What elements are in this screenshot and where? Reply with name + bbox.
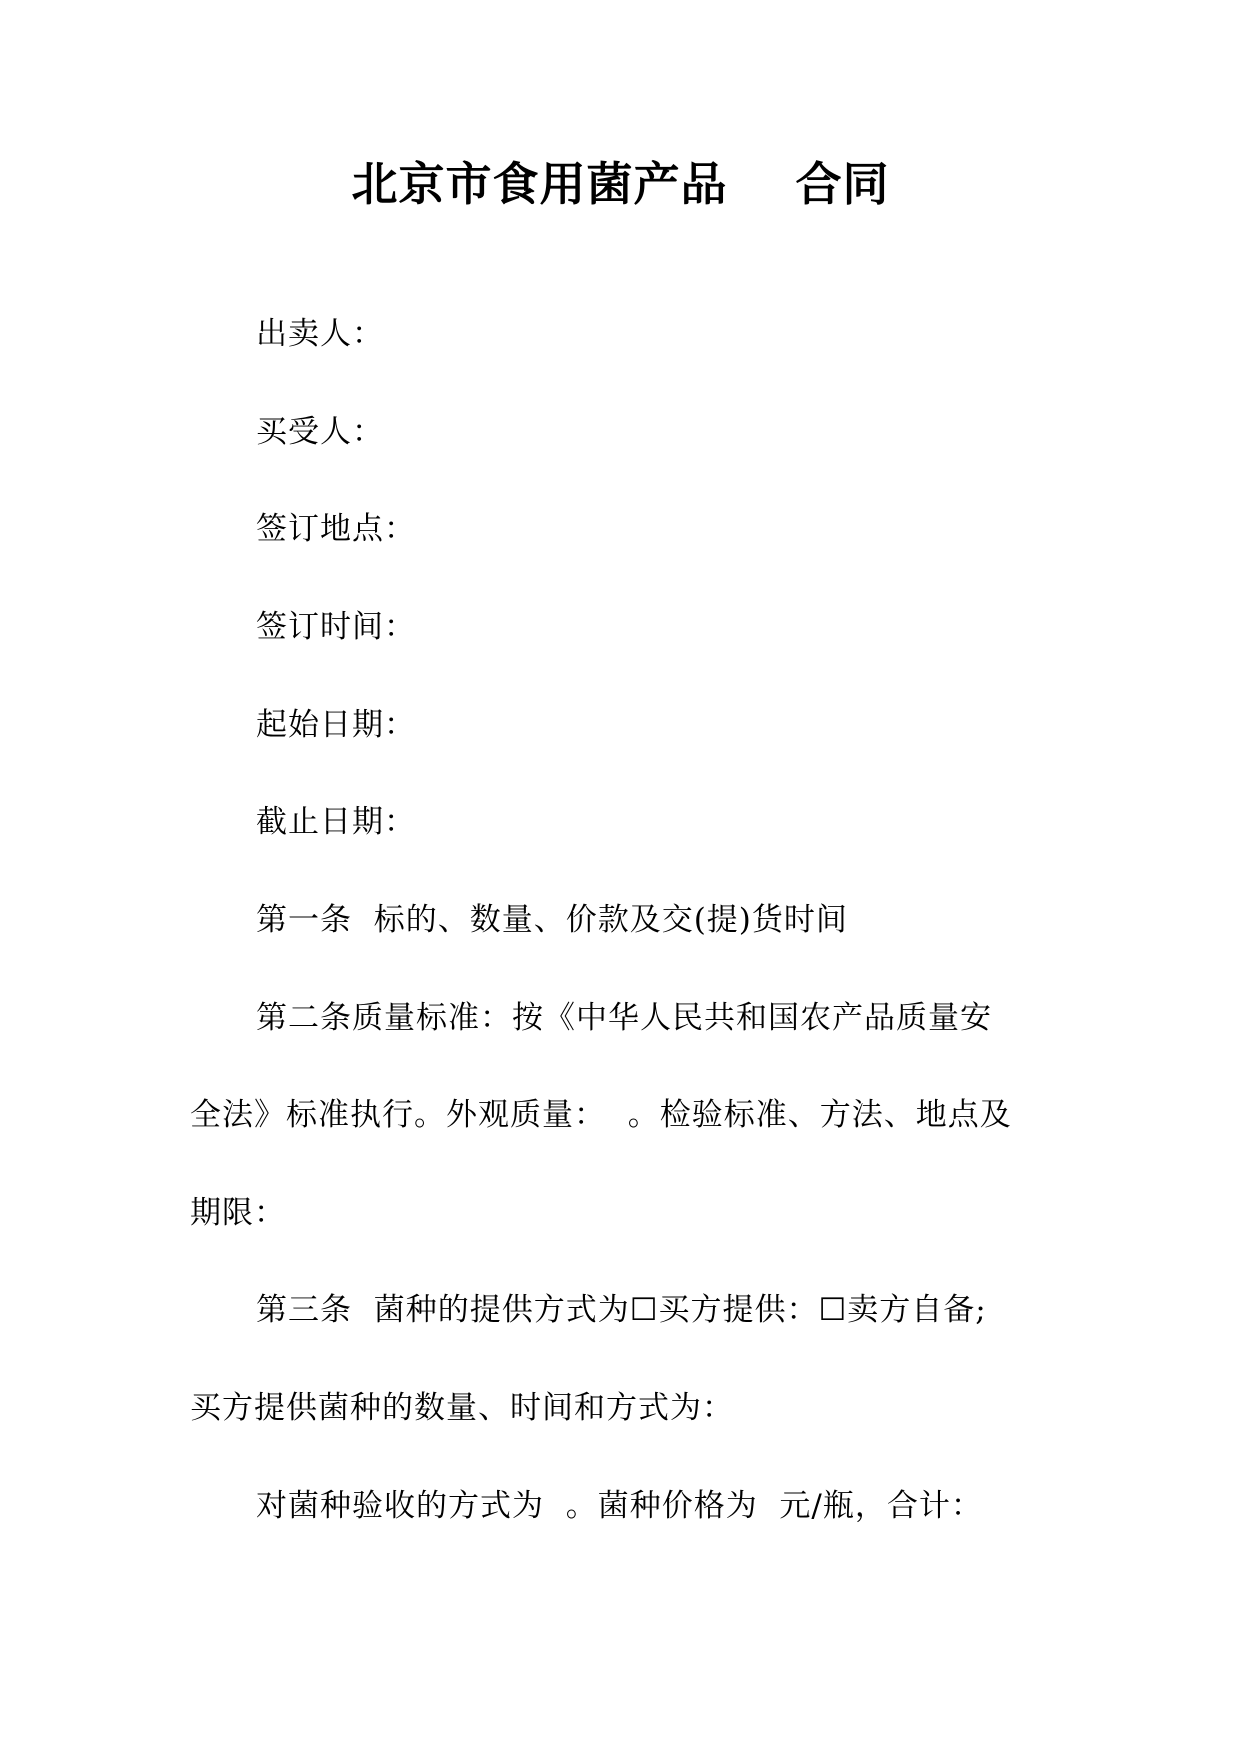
clause-3-line-1: 第三条 菌种的提供方式为☐买方提供：☐卖方自备; (256, 1292, 987, 1328)
clause-3-line-3: 对菌种验收的方式为 。菌种价格为 元/瓶，合计： (256, 1488, 983, 1524)
seller-field: 出卖人： (256, 316, 384, 352)
document-title: 北京市食用菌产品 合同 (351, 157, 890, 211)
sign-place-field: 签订地点： (256, 511, 416, 547)
clause-2-line-3: 期限： (190, 1195, 286, 1231)
clause-2-line-2: 全法》标准执行。外观质量： 。检验标准、方法、地点及 (190, 1097, 1012, 1133)
clause-3-line-2: 买方提供菌种的数量、时间和方式为： (190, 1390, 734, 1426)
clause-2-line-1: 第二条质量标准：按《中华人民共和国农产品质量安 (256, 1000, 992, 1036)
sign-time-field: 签订时间： (256, 609, 416, 645)
buyer-field: 买受人： (256, 414, 384, 450)
start-date-field: 起始日期： (256, 707, 416, 743)
end-date-field: 截止日期： (256, 804, 416, 840)
clause-1: 第一条 标的、数量、价款及交(提)货时间 (256, 902, 848, 938)
